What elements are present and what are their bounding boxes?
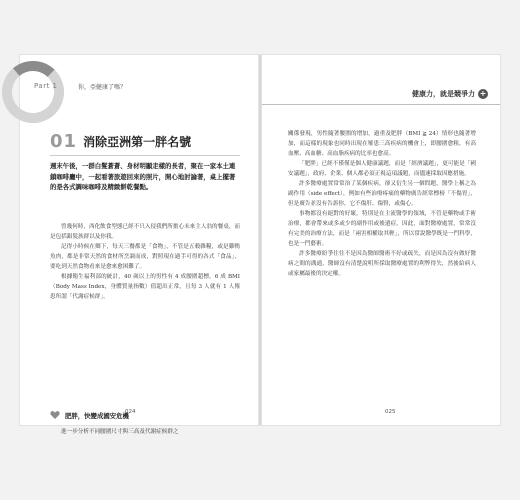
right-body-text [288, 129, 476, 279]
page-number-left: 024 [125, 409, 136, 415]
heart-icon [50, 410, 60, 420]
body-paragraph: 根據衛生福利部的統計，40 歲以上的男性有 4 成腰圍超標，6 成 BMI（Body Mass Index，身體質量指數）值超出正常，且每 3 人就有 1 人罹患所謂「代謝症候群」。 [50, 274, 240, 300]
plus-icon: + [479, 89, 487, 98]
subheading [50, 410, 129, 420]
body-paragraph: 進一步分析不同腰圍尺寸與三高及代謝症候群之 [61, 429, 179, 435]
chapter-divider [50, 155, 240, 156]
right-page [262, 55, 500, 425]
header-rule [262, 104, 500, 105]
chapter-number: 01 [50, 131, 78, 152]
lead-paragraph: 週末午後，一群白髮蒼蒼、身材明顯走樣的長者，聚在一家本土連鎖咖啡廳中，一起看著旅遊回來的照片，開心地討論著，桌上擺著的是各式調味咖啡及精緻餅乾餐點。 [50, 162, 236, 191]
left-page [20, 55, 260, 435]
body-paragraph: 關係發現，男性隨著腰圍的增加，過重及肥胖（BMI ≧ 24）情形也隨著增加，而這樣的現象也同時出現在罹患三高疾病的機會上，即腰圍愈粗，有高血壓、高血糖、高血脂疾病的比率也愈高。 [288, 131, 476, 157]
body-paragraph: 「肥胖」已經不僅僅是個人健康議題，而是「經濟議題」，更可能是「國安議題」，政府、企業、個人都必須正視這項議題，而儘速採取因應措施。 [288, 161, 476, 177]
chapter-heading [50, 131, 191, 152]
body-paragraph: 記得小時候在鄉下，每天三餐都是「食物」，不管是五穀雜糧，或是雞鴨魚肉，都是非常天然的食材所烹調而成，對照現在過手可得的各式「食品」，要吃到天然食物看來是愈來愈困難了。 [50, 244, 240, 270]
part-title: 你，亞健康了嗎？ [78, 84, 127, 91]
chapter-title: 消除亞洲第一胖名號 [83, 135, 192, 149]
left-last-text [50, 427, 240, 437]
body-paragraph: 許多醫療處置常常治了某個疾病，卻又衍生另一個問題，醫學上稱之為副作用（side effect），例如有些治療疼痛的藥物廣告經常標榜「不傷胃」，但是廣告並沒有告訴你，它不傷肝、傷腎，或傷心。 [288, 181, 476, 207]
body-paragraph: 事物都沒有絕對的好壞，特別是在主流醫學的領域，不管是藥物或手術治療，都會帶來或多或少的副作用或後遺症，因此，面對醫療處置，常常沒有完美的治療方法，而是「兩害相權取其輕」，所以常說醫學既是一門科學，也是一門藝術。 [288, 211, 476, 247]
body-paragraph: 曾幾何時，西化飲食型態已經不只入侵我們所擔心未來主人翁的餐桌，而是包括銀髮族群以及你我。 [50, 224, 241, 240]
page-number-right: 025 [385, 409, 396, 415]
running-header-text: 健康力，就是競爭力 [412, 90, 475, 98]
body-paragraph: 許多醫療紛爭往往不是因為醫師醫術不好或疏失，而是因為沒有做好醫病之間的溝通，醫師沒有清楚說明所採取醫療處置的利弊得失，然後給病人或家屬最後的決定權。 [288, 251, 476, 277]
subheading-text: 肥胖，快變成國安危機 [65, 411, 129, 420]
running-header [412, 89, 488, 99]
part-label: Part 1 [34, 82, 58, 90]
part-ring-icon [0, 57, 68, 127]
left-body-text [50, 222, 240, 302]
